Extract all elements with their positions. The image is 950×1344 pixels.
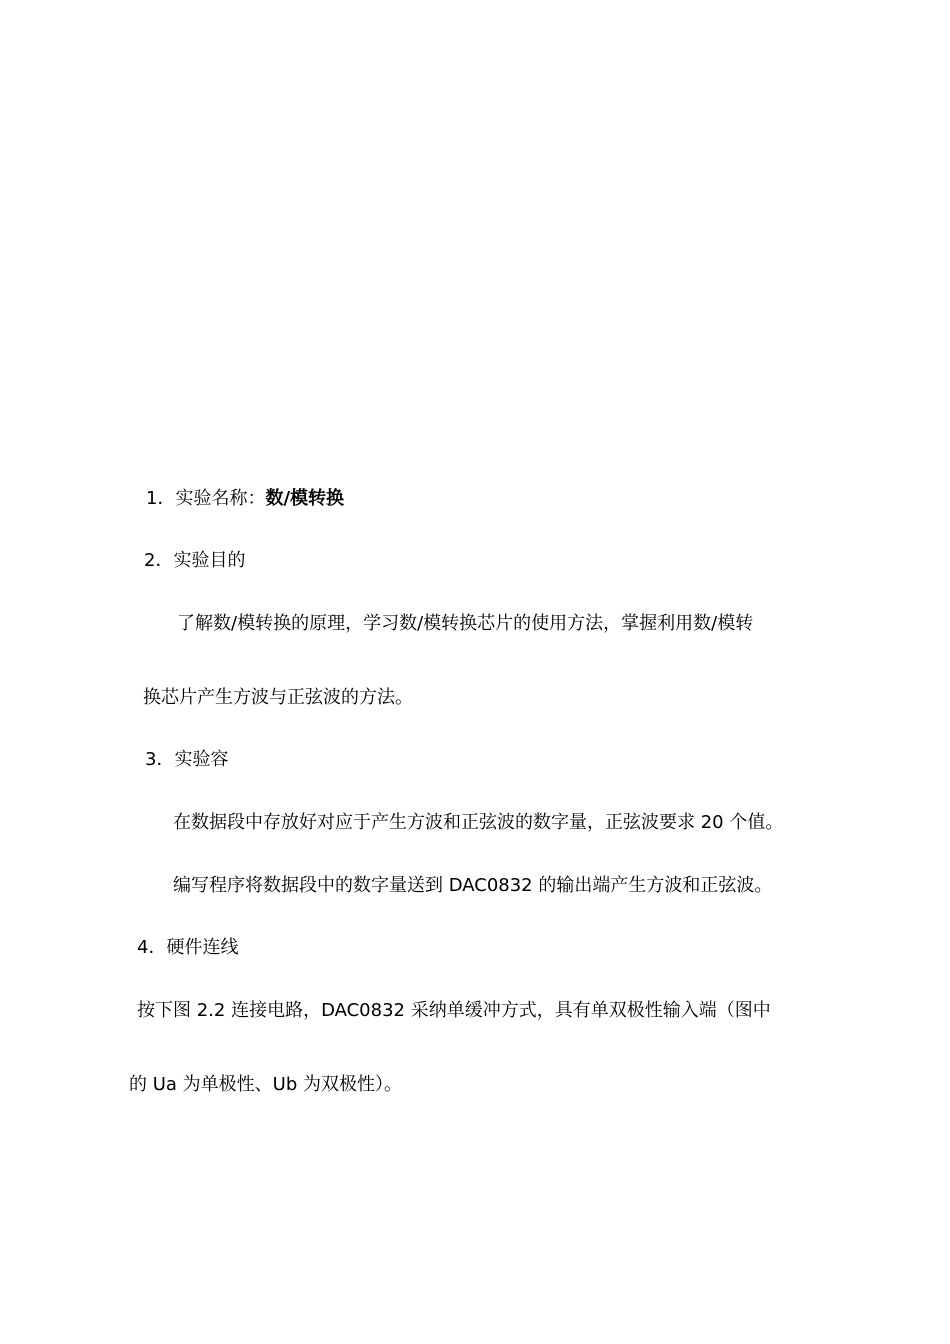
wiring-paragraph-line-1: 按下图 2.2 连接电路，DAC0832 采纳单缓冲方式，具有单双极性输入端（图中 [137,1000,771,1021]
section-1-label: 1． [146,488,176,509]
section-3-heading: 3．实验容 [145,749,229,770]
wiring-paragraph-line-2: 的 Ua 为单极性、Ub 为双极性）。 [129,1074,402,1095]
section-1-label-text: 实验名称： [175,488,266,509]
experiment-title: 数/模转换 [265,488,345,509]
section-1-heading [146,487,344,511]
purpose-paragraph-line-1: 了解数/模转换的原理，学习数/模转换芯片的使用方法，掌握利用数/模转 [177,613,754,634]
purpose-paragraph-line-2: 换芯片产生方波与正弦波的方法。 [143,687,413,708]
content-item-1: 在数据段中存放好对应于产生方波和正弦波的数字量，正弦波要求 20 个值。 [173,812,784,833]
section-2-heading: 2．实验目的 [144,550,246,571]
section-4-heading: 4．硬件连线 [137,937,239,958]
content-item-2: 编写程序将数据段中的数字量送到 DAC0832 的输出端产生方波和正弦波。 [173,875,773,896]
